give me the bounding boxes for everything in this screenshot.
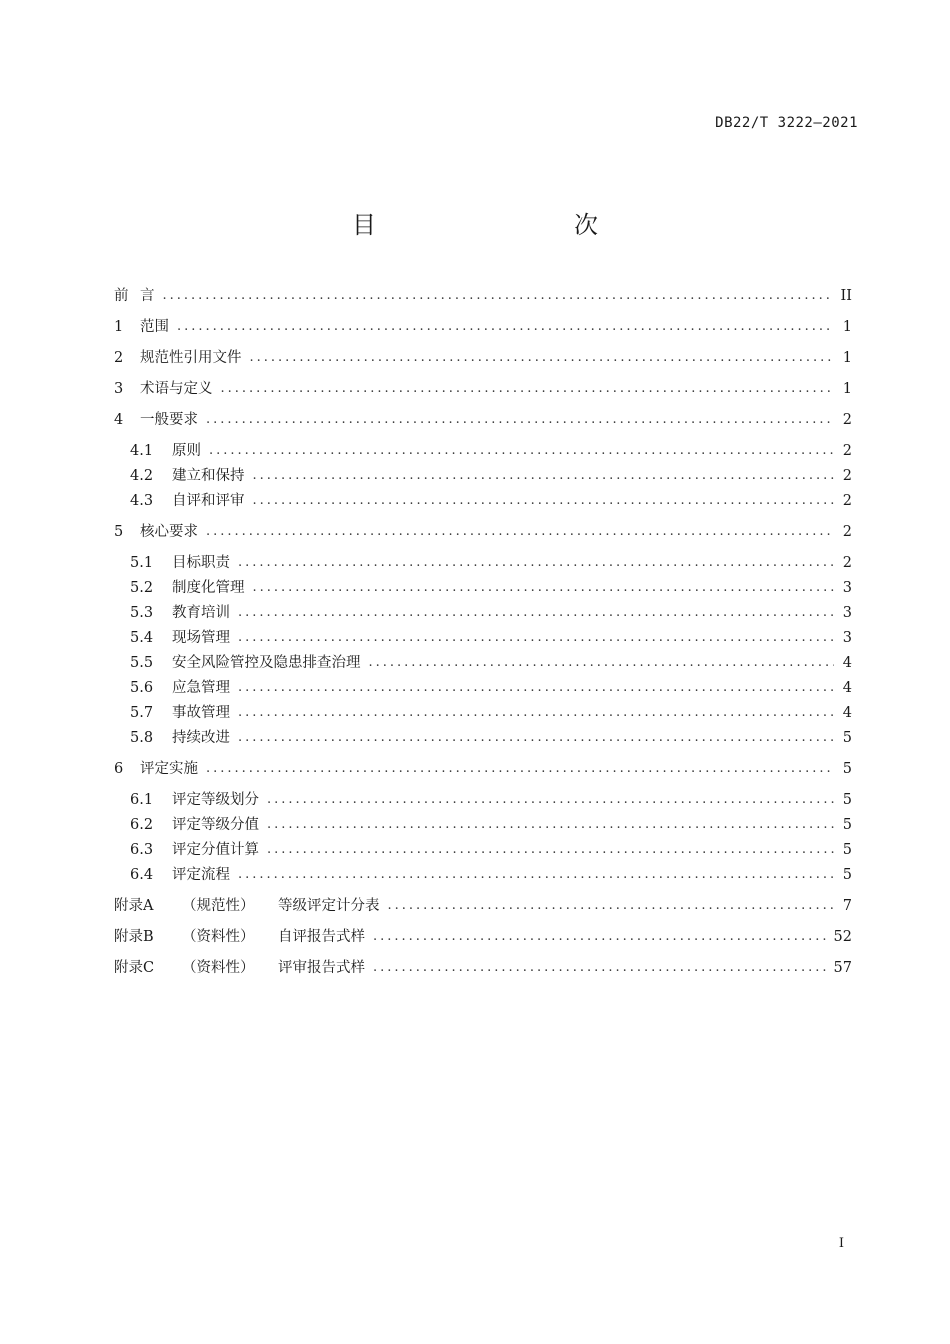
toc-entry-title: 制度化管理: [172, 580, 245, 596]
toc-entry-page: 1: [842, 381, 852, 397]
toc-entry-label: [130, 602, 230, 624]
toc-entry[interactable]: [114, 895, 852, 917]
toc-entry[interactable]: [130, 465, 852, 487]
toc-entry-title: 建立和保持: [172, 468, 245, 484]
toc-entry-page: 5: [842, 867, 852, 883]
toc-entry-label: [130, 789, 259, 811]
toc-entry-number: 3: [114, 381, 124, 397]
toc-entry-title: 评定流程: [172, 867, 230, 883]
toc-entry-title: 规范性引用文件: [140, 350, 242, 366]
toc-dot-leader: [206, 758, 834, 780]
toc-entry-number: 4.3: [130, 493, 154, 509]
toc-entry-title: 教育培训: [172, 605, 230, 621]
toc-entry-label: [130, 552, 230, 574]
toc-entry-page: 5: [842, 761, 852, 777]
toc-entry-title: 核心要求: [140, 524, 198, 540]
toc-dot-leader: [238, 702, 834, 724]
toc-entry-title: 持续改进: [172, 730, 230, 746]
toc-entry-label: [114, 758, 198, 780]
toc-entry-page: 5: [842, 730, 852, 746]
toc-entry-class: （规范性）: [182, 898, 255, 914]
toc-entry-label: [130, 652, 361, 674]
toc-entry-label: [130, 839, 259, 861]
toc-entry-title: 评审报告式样: [278, 960, 365, 976]
toc-entry-title: 评定实施: [140, 761, 198, 777]
toc-entry-title: 应急管理: [172, 680, 230, 696]
toc-dot-leader: [238, 864, 834, 886]
toc-entry-number: 附录A: [114, 898, 154, 914]
toc-entry-title: 现场管理: [172, 630, 230, 646]
toc-dot-leader: [369, 652, 835, 674]
toc-entry-page: 57: [833, 960, 852, 976]
toc-entry[interactable]: [130, 814, 852, 836]
toc-entry-page: 5: [842, 792, 852, 808]
toc-dot-leader: [238, 677, 834, 699]
toc-entry-label: [130, 627, 230, 649]
toc-dot-leader: [267, 789, 834, 811]
toc-entry-page: 2: [842, 412, 852, 428]
toc-entry-label: [114, 285, 155, 307]
toc-entry-label: [130, 577, 245, 599]
toc-entry[interactable]: [114, 758, 852, 780]
toc-entry-number: 5.7: [130, 705, 154, 721]
toc-entry-label: [114, 957, 365, 979]
toc-entry-title: 术语与定义: [140, 381, 213, 397]
toc-entry-number: 5.6: [130, 680, 154, 696]
toc-entry[interactable]: [114, 378, 852, 400]
toc-entry-page: 2: [842, 468, 852, 484]
toc-entry-title: 安全风险管控及隐患排查治理: [172, 655, 361, 671]
toc-dot-leader: [238, 727, 834, 749]
toc-entry-page: 4: [842, 705, 852, 721]
toc-entry-page: 52: [833, 929, 852, 945]
toc-entry-number: 4: [114, 412, 124, 428]
toc-entry[interactable]: [114, 285, 852, 307]
toc-entry-label: [114, 316, 169, 338]
toc-entry-number: 5.4: [130, 630, 154, 646]
toc-entry-number: 5: [114, 524, 124, 540]
toc-dot-leader: [238, 602, 834, 624]
toc-entry-title: 自评和评审: [172, 493, 245, 509]
toc-entry-title: 范围: [140, 319, 169, 335]
toc-dot-leader: [206, 521, 834, 543]
toc-entry-title: 等级评定计分表: [278, 898, 380, 914]
toc-entry-number: 6.4: [130, 867, 154, 883]
toc-entry-number: 5.2: [130, 580, 154, 596]
toc-dot-leader: [238, 552, 834, 574]
toc-entry[interactable]: [130, 702, 852, 724]
toc-entry-title: 言: [140, 288, 155, 304]
toc-entry-number: 5.3: [130, 605, 154, 621]
toc-entry-label: [114, 895, 380, 917]
toc-entry-label: [114, 378, 213, 400]
toc-entry[interactable]: [130, 677, 852, 699]
toc-entry[interactable]: [130, 727, 852, 749]
toc-entry-number: 6.1: [130, 792, 154, 808]
toc-entry-title: 评定分值计算: [172, 842, 259, 858]
toc-entry-label: [130, 677, 230, 699]
toc-entry-label: [114, 521, 198, 543]
toc-entry-page: 2: [842, 555, 852, 571]
toc-entry-label: [114, 409, 198, 431]
toc-entry-page: 4: [842, 655, 852, 671]
document-code: DB22/T 3222—2021: [715, 115, 858, 131]
toc-entry[interactable]: [114, 521, 852, 543]
toc-entry-page: 7: [842, 898, 852, 914]
toc-entry-number: 6.2: [130, 817, 154, 833]
toc-entry-class: （资料性）: [182, 960, 255, 976]
toc-entry[interactable]: [114, 316, 852, 338]
toc-entry-number: 6: [114, 761, 124, 777]
toc-dot-leader: [373, 926, 826, 948]
toc-entry-page: 5: [842, 817, 852, 833]
toc-entry-label: [130, 440, 201, 462]
toc-entry-number: 附录B: [114, 929, 154, 945]
toc-entry[interactable]: [130, 839, 852, 861]
toc-entry-page: 4: [842, 680, 852, 696]
toc-entry-number: 5.5: [130, 655, 154, 671]
toc-entry-page: 3: [842, 580, 852, 596]
toc-entry-title: 评定等级分值: [172, 817, 259, 833]
toc-entry-title: 原则: [172, 443, 201, 459]
toc-dot-leader: [253, 577, 835, 599]
toc-dot-leader: [177, 316, 834, 338]
toc-entry-label: [114, 347, 242, 369]
toc-entry-label: [130, 490, 245, 512]
toc-dot-leader: [163, 285, 833, 307]
toc-entry-page: 5: [842, 842, 852, 858]
toc-entry-number: 附录C: [114, 960, 155, 976]
toc-dot-leader: [253, 465, 835, 487]
toc-entry[interactable]: [114, 347, 852, 369]
toc-entry-title: 事故管理: [172, 705, 230, 721]
toc-dot-leader: [267, 839, 834, 861]
toc-entry-page: 1: [842, 319, 852, 335]
toc-entry-number: 前: [114, 288, 129, 304]
toc-entry-number: 4.1: [130, 443, 154, 459]
toc-dot-leader: [267, 814, 834, 836]
toc-entry-page: 2: [842, 524, 852, 540]
toc-entry-number: 1: [114, 319, 124, 335]
toc-entry[interactable]: [130, 602, 852, 624]
toc-entry-title: 目标职责: [172, 555, 230, 571]
toc-dot-leader: [206, 409, 834, 431]
toc-entry[interactable]: [130, 440, 852, 462]
toc-entry-page: 3: [842, 605, 852, 621]
toc-dot-leader: [253, 490, 835, 512]
toc-entry[interactable]: [130, 577, 852, 599]
toc-entry-page: II: [840, 288, 852, 304]
toc-entry[interactable]: [130, 789, 852, 811]
toc-entry-number: 5.1: [130, 555, 154, 571]
toc-entry-page: 3: [842, 630, 852, 646]
toc-entry-label: [114, 926, 365, 948]
toc-entry-page: 2: [842, 493, 852, 509]
toc-entry[interactable]: [130, 864, 852, 886]
toc-entry-title: 一般要求: [140, 412, 198, 428]
toc-dot-leader: [373, 957, 826, 979]
toc-entry-number: 6.3: [130, 842, 154, 858]
page-title: 目 次: [352, 211, 648, 239]
page-number: I: [838, 1236, 844, 1251]
toc-entry-page: 2: [842, 443, 852, 459]
toc-entry-label: [130, 465, 245, 487]
toc-dot-leader: [250, 347, 835, 369]
toc-entry-label: [130, 702, 230, 724]
toc-entry-page: 1: [842, 350, 852, 366]
toc-dot-leader: [238, 627, 834, 649]
toc-dot-leader: [388, 895, 835, 917]
toc-entry[interactable]: [130, 627, 852, 649]
toc-entry-class: （资料性）: [182, 929, 255, 945]
toc-entry-number: 4.2: [130, 468, 154, 484]
toc-entry-label: [130, 727, 230, 749]
toc-entry[interactable]: [130, 552, 852, 574]
toc-entry-number: 5.8: [130, 730, 154, 746]
toc-entry-title: 自评报告式样: [278, 929, 365, 945]
toc-entry[interactable]: [114, 926, 852, 948]
toc-entry[interactable]: [114, 409, 852, 431]
toc-dot-leader: [221, 378, 835, 400]
toc-entry[interactable]: [130, 652, 852, 674]
toc-entry-title: 评定等级划分: [172, 792, 259, 808]
toc-entry-number: 2: [114, 350, 124, 366]
toc-entry[interactable]: [114, 957, 852, 979]
toc-dot-leader: [209, 440, 834, 462]
toc-entry-label: [130, 814, 259, 836]
toc-entry-label: [130, 864, 230, 886]
toc-entry[interactable]: [130, 490, 852, 512]
